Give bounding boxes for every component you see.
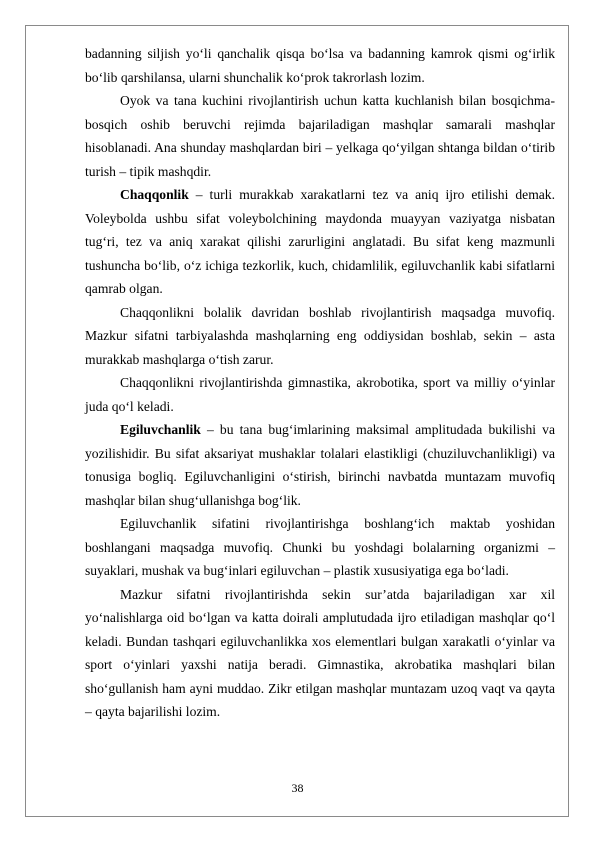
term-agility: Chaqqonlik <box>120 187 189 202</box>
paragraph-text: Egiluvchanlik sifatini rivojlantirishga boshlang‘ich maktab yoshidan boshlangani maqsadga muvofiq. Chunki bu yoshdagi bolalarning organizmi – suyaklari, mushak va bug‘inlari egiluvchan – plastik xususiyatiga ega bo‘ladi. <box>85 516 555 578</box>
paragraph-text: – bu tana bug‘imlarining maksimal amplitudada bukilishi va yozilishidir. Bu sifat aksariyat mushaklar tolalari elastikligi (chuziluvchanlikligi) va tonusiga bogliq. Egiluvchanligini o‘stirish, birinchi navbatda muntazam muvofiq mashqlar bilan shug‘ullanishga bog‘lik. <box>85 422 555 508</box>
paragraph-text: badanning siljish yo‘li qanchalik qisqa bo‘lsa va badanning kamrok qismi og‘irlik bo‘lib qarshilansa, ularni shunchalik ko‘prok takrorlash lozim. <box>85 46 555 85</box>
paragraph-agility-childhood <box>85 301 555 372</box>
paragraph-leg-strength <box>85 89 555 183</box>
paragraph-flexibility-exercises <box>85 583 555 724</box>
paragraph-intro <box>85 42 555 89</box>
paragraph-agility-definition <box>85 183 555 301</box>
paragraph-flexibility-age <box>85 512 555 583</box>
paragraph-text: Chaqqonlikni rivojlantirishda gimnastika, akrobotika, sport va milliy o‘yinlar juda qo‘l keladi. <box>85 375 555 414</box>
paragraph-text: Mazkur sifatni rivojlantirishda sekin sur’atda bajariladigan xar xil yo‘nalishlarga oid bo‘lgan va katta doirali amplutudada ijro etiladigan mashqlar qo‘l keladi. Bundan tashqari egiluvchanlikka xos elementlari bulgan xarakatli o‘yinlar va sport o‘yinlari yaxshi natija beradi. Gimnastika, akrobatika mashqlari bilan sho‘gullanish ham ayni muddao. Zikr etilgan mashqlar muntazam uzoq vaqt va qayta – qayta bajarilishi lozim. <box>85 586 555 719</box>
paragraph-flexibility-definition <box>85 418 555 512</box>
term-flexibility: Egiluvchanlik <box>120 422 201 437</box>
paragraph-text: – turli murakkab xarakatlarni tez va aniq ijro etilishi demak. Voleybolda ushbu sifat voleybolchining maydonda muayyan vaziyatga nisbatan tug‘ri, tez va aniq xarakat qilishi zarurligini anglatadi. Bu sifat keng mazmunli tushuncha bo‘lib, o‘z ichiga tezkorlik, kuch, chidamlilik, egiluvchanlik kabi sifatlarni qamrab olgan. <box>85 187 555 296</box>
page-number: 38 <box>291 781 304 795</box>
paragraph-text: Chaqqonlikni bolalik davridan boshlab rivojlantirish maqsadga muvofiq. Mazkur sifatni tarbiyalashda mashqlarning eng oddiysidan boshlab, sekin – asta murakkab mashqlarga o‘tish zarur. <box>85 304 555 367</box>
paragraph-text: Oyok va tana kuchini rivojlantirish uchun katta kuchlanish bilan bosqichma-bosqich oshib beruvchi rejimda bajariladigan mashqlar samarali mashqlar hisoblanadi. Ana shunday mashqlardan biri – yelkaga qo‘yilgan shtanga bildan o‘tirib turish – tipik mashqdir. <box>85 93 555 179</box>
body-text <box>85 42 555 724</box>
paragraph-agility-games <box>85 371 555 418</box>
